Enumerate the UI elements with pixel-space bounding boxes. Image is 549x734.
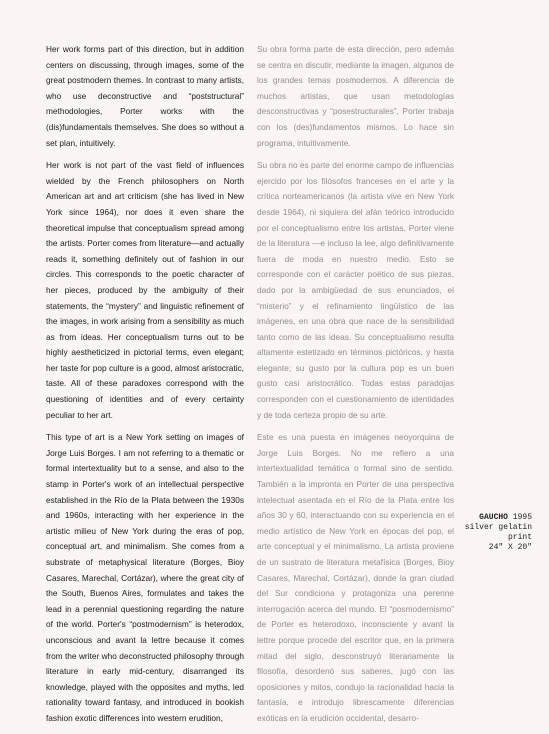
spanish-paragraph-2: Su obra no es parte del enorme campo de influencias ejercido por los filósofos franceses en el arte y la crítica norteamericanos (la artista vive en New York desde 1964), ni siquiera del afán teórico introducido por el conceptualismo entre los artistas. Porter viene de la literatura —e incluso la lee, algo definitivamente fuera de moda en nuestro medio. Esto se corresponde con el carácter poético de sus piezas, dado por la ambigüedad de sus enunciados, el “misterio” y el refinamiento lingüístico de las imágenes, en una obra que nace de la sensibilidad tanto como de las ideas. Su conceptualismo resulta altamente estetizado en términos pictóricos, y hasta elegante; su gusto por la cultura pop es un buen gusto casi aristocrático. Todas estas paradojas corresponden con el cuestionamiento de identidades y de toda certeza propio de su arte.	[257, 160, 454, 420]
spanish-paragraph-1: Su obra forma parte de esta dirección, pero además se centra en discutir, mediante la imagen, algunos de los grandes temas posmodernos. A diferencia de muchos artistas, que usan metodologías desconstructivas y “posestructurales”, Porter trabaja con los (des)fundamentos mismos. Lo hace sin programa, intuitivamente.	[257, 44, 454, 148]
artwork-medium: silver gelatin print	[464, 523, 532, 542]
artwork-caption	[452, 513, 532, 553]
english-paragraph-1: Her work forms part of this direction, but in addition centers on discussing, through images, some of the great postmodern themes. In contrast to many artists, who use deconstructive and “poststructural” methodologies, Porter works with the (dis)fundamentals themselves. She does so without a set plan, intuitively.	[46, 44, 244, 148]
english-paragraph-3: This type of art is a New York setting on images of Jorge Luis Borges. I am not referring to a thematic or formal intertextuality but to a sense, and also to the stamp in Porter's work of an intellectual perspective established in the Río de la Plata between the 1930s and 1960s, interacting with her experience in the artistic milieu of New York during the eras of pop, conceptual art, and minimalism. She comes from a substrate of metaphysical literature (Borges, Bioy Casares, Marechal, Cortázar), where the great city of the South, Buenos Aires, formulates and takes the lead in a perennial questioning regarding the nature of the world. Porter's “postmodernism” is heterodox, unconscious and avant la lettre because it comes from the writer who deconstructed philosophy through literature in early mid-century, disarranged its knowledge, played with the opposites and myths, led rationality toward fantasy, and introduced in bookish fashion exotic differences into western erudition,	[46, 432, 244, 723]
spanish-paragraph-3: Este es una puesta en imágenes neoyorquina de Jorge Luis Borges. No me refiero a una intertextualidad temática o formal sino de sentido. También a la impronta en Porter de una perspectiva intelectual asentada en el Río de la Plata entre los años 30 y 60, interactuando con su experiencia en el medio artístico de New York en épocas del pop, el arte conceptual y el minimalismo. La artista proviene de un sustrato de literatura metafísica (Borges, Bioy Casares, Marechal, Cortázar), donde la gran ciudad del Sur condiciona y protagoniza una perenne interrogación acerca del mundo. El “posmodernismo” de Porter es heterodoxo, inconsciente y avant la lettre porque procede del escritor que, en la primera mitad del siglo, desconstruyó literariamente la filosofía, desordenó sus saberes, jugó con las oposiciones y mitos, condujo la racionalidad hacia la fantasía, e introdujo librescamente diferencias exóticas en la erudición occidental, desarro-	[257, 432, 454, 723]
english-paragraph-2: Her work is not part of the vast field of influences wielded by the French philosophers on North American art and art criticism (she has lived in New York since 1964), nor does it even share the theoretical impulse that conceptualism spread among the artists. Porter comes from literature—and actually reads it, something definitely out of fashion in our circles. This corresponds to the poetic character of her pieces, produced by the ambiguity of their statements, the “mystery” and linguistic refinement of the images, in work arising from a sensibility as much as from ideas. Her conceptualism turns out to be highly aestheticized in pictorial terms, even elegant; her taste for pop culture is a good, almost aristocratic, taste. All of these paradoxes correspond with the questioning of identities and of every certainty peculiar to her art.	[46, 160, 244, 420]
caption-title-line	[452, 513, 532, 523]
spanish-text-column	[257, 42, 454, 734]
artwork-title: GAUCHO	[479, 513, 508, 522]
english-text-column	[46, 42, 244, 734]
artwork-size: 24" X 20"	[488, 543, 532, 552]
artwork-year: 1995	[512, 513, 532, 522]
